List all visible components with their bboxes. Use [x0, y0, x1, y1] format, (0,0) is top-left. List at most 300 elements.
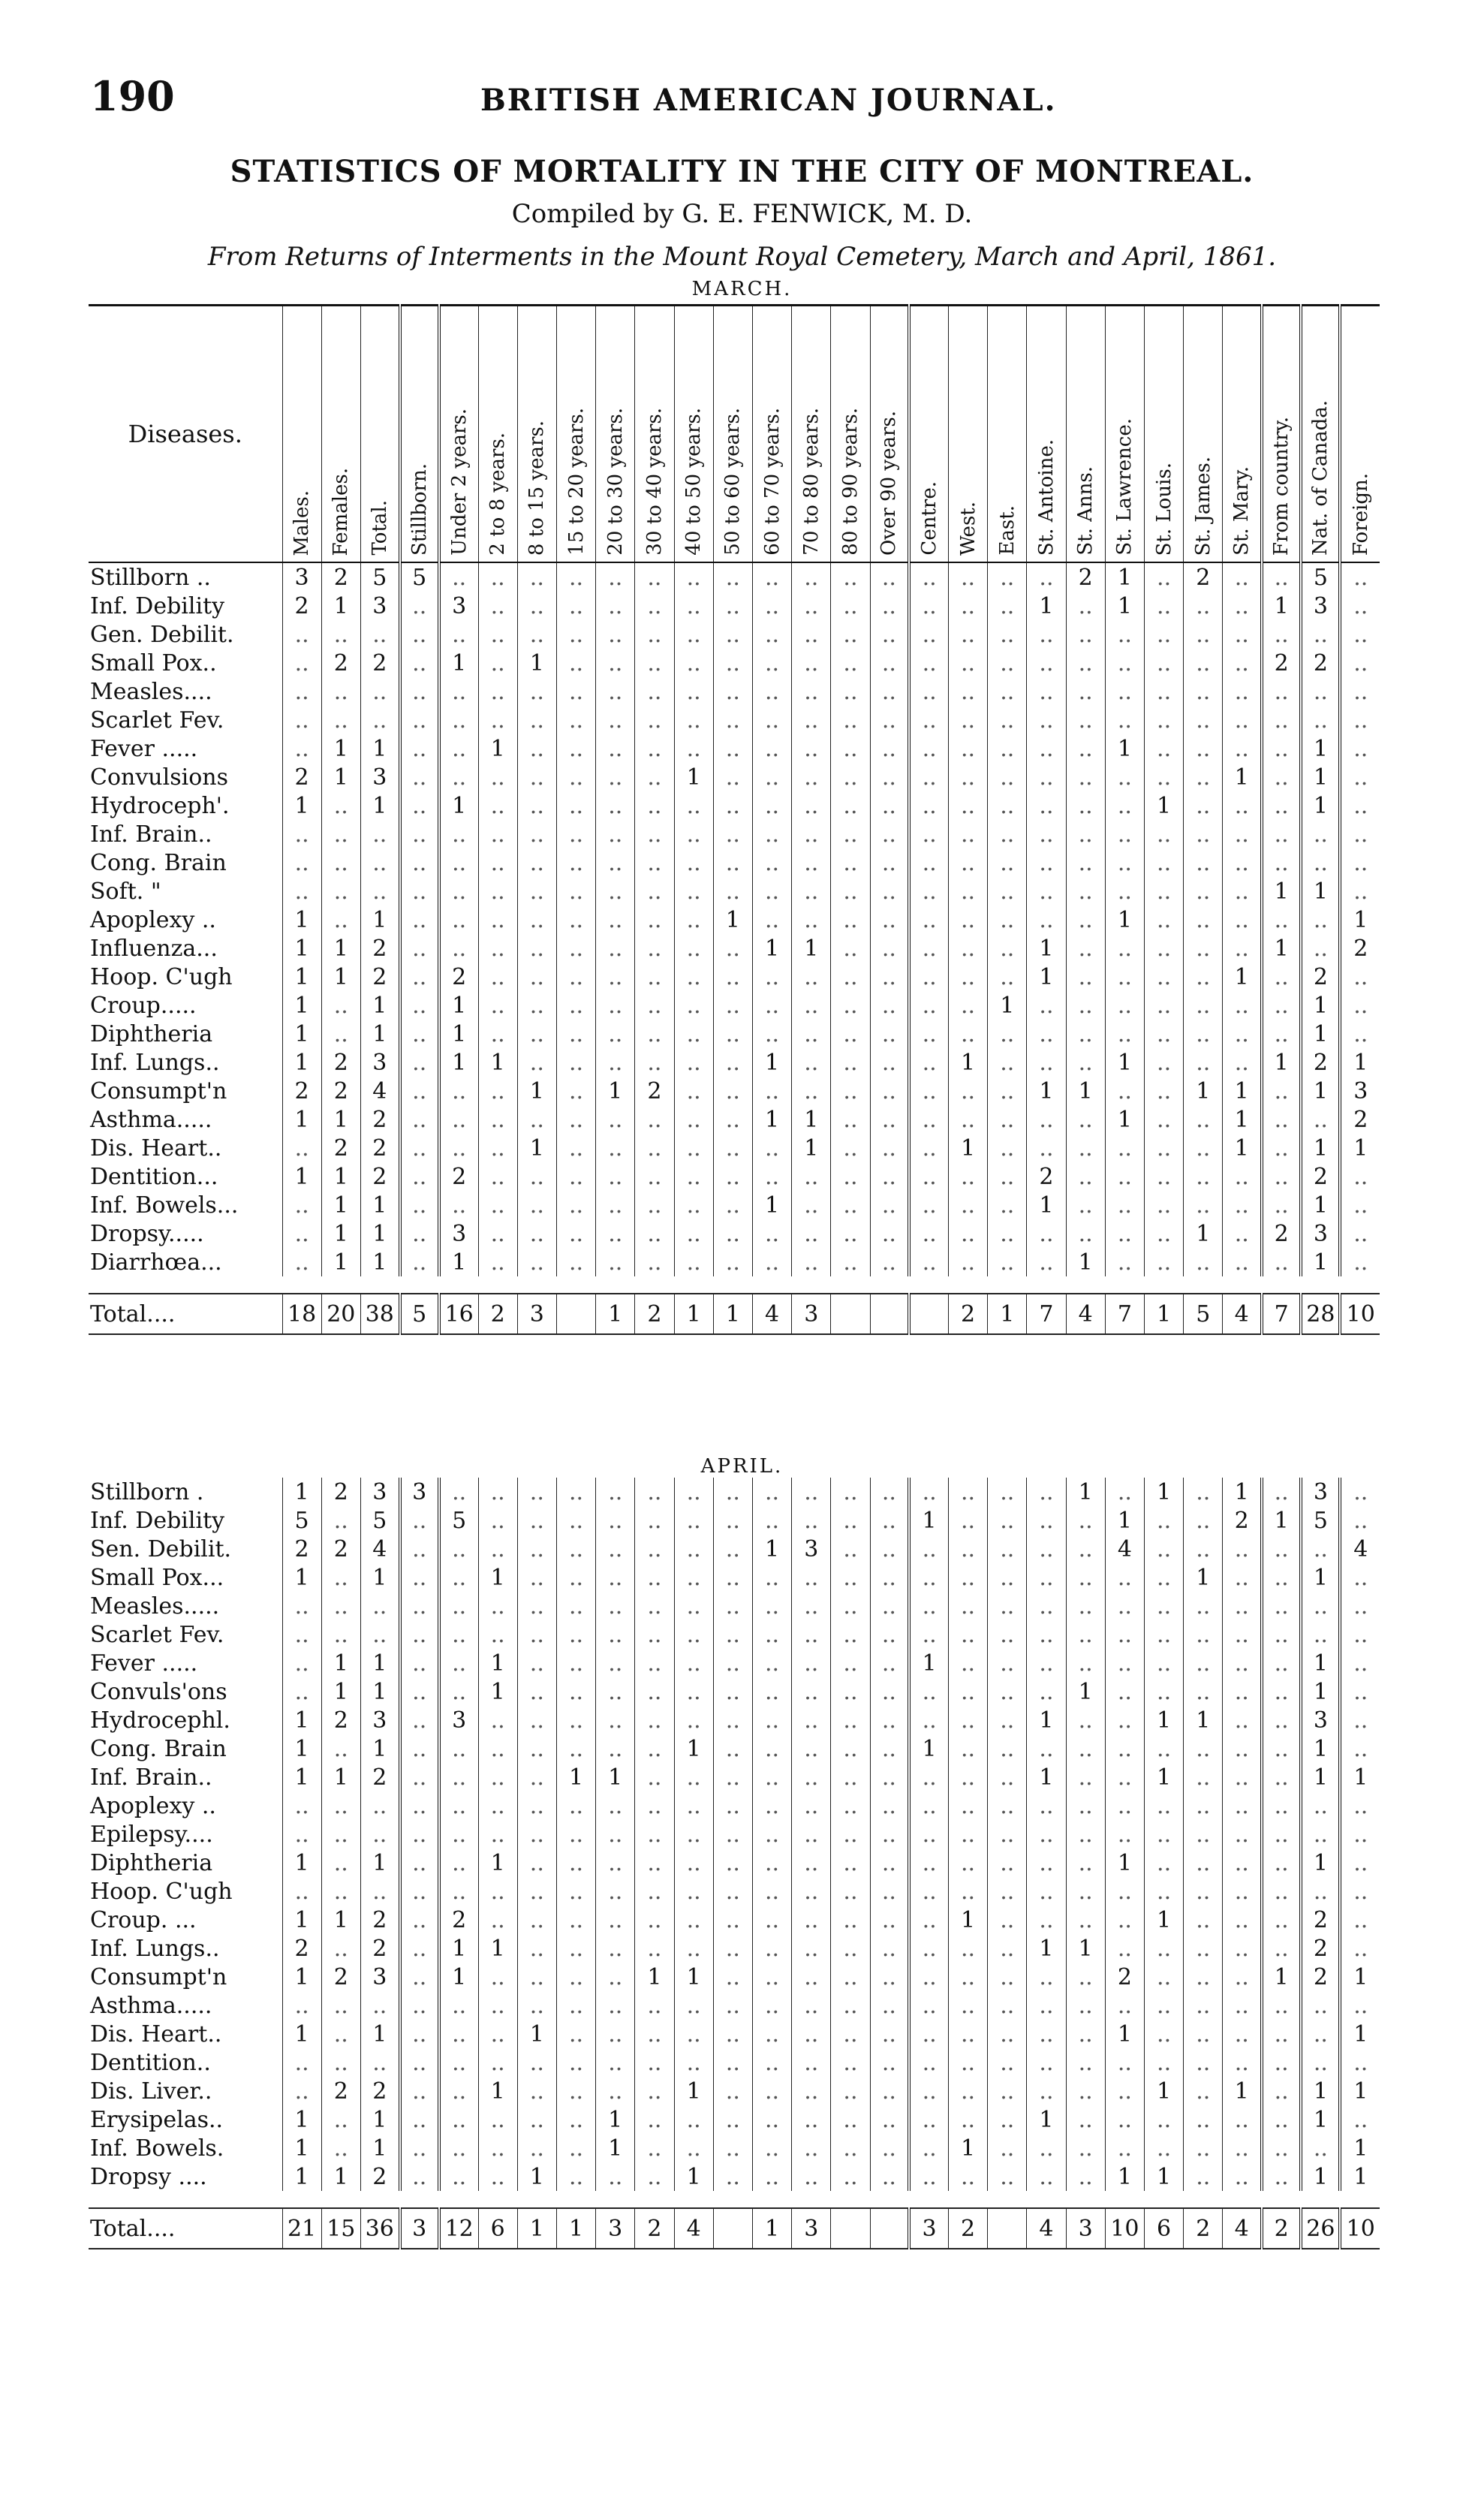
- table-cell: ..: [1262, 1191, 1301, 1219]
- table-cell: ..: [792, 1849, 831, 1877]
- table-cell: ..: [909, 2048, 948, 2077]
- table-cell: ..: [792, 848, 831, 877]
- table-cell: 2: [1301, 1048, 1340, 1077]
- table-cell: ..: [556, 991, 595, 1020]
- table-cell: ..: [1340, 2105, 1380, 2134]
- table-cell: 3: [439, 1219, 478, 1248]
- table-cell: 2: [1223, 1506, 1262, 1535]
- table-cell: ..: [1223, 1991, 1262, 2020]
- table-cell: ..: [321, 1991, 360, 2020]
- table-cell: ..: [948, 1506, 987, 1535]
- table-cell: ..: [596, 1105, 635, 1134]
- table-cell: ..: [321, 1506, 360, 1535]
- table-cell: ..: [831, 2020, 870, 2048]
- table-cell: ..: [988, 1649, 1027, 1677]
- table-cell: ..: [596, 1020, 635, 1048]
- table-row: [89, 1191, 1380, 1219]
- table-cell: 1: [439, 791, 478, 820]
- table-cell: ..: [831, 1877, 870, 1906]
- table-cell: ..: [517, 2105, 556, 2134]
- table-cell: 1: [1301, 734, 1340, 763]
- column-header: [1223, 306, 1262, 563]
- table-cell: ..: [988, 763, 1027, 791]
- table-cell: ..: [321, 1849, 360, 1877]
- table-cell: ..: [909, 1535, 948, 1563]
- compiled-by: Compiled by G. E. FENWICK, M. D.: [511, 199, 973, 229]
- table-cell: ..: [1105, 1763, 1144, 1791]
- table-cell: 3: [792, 1535, 831, 1563]
- table-cell: ..: [870, 1592, 909, 1620]
- total-cell: [870, 2208, 909, 2249]
- table-cell: ..: [792, 1219, 831, 1248]
- total-label: Total....: [89, 2208, 282, 2249]
- table-cell: 1: [1340, 2077, 1380, 2105]
- table-cell: ..: [988, 1934, 1027, 1963]
- table-row: [89, 592, 1380, 620]
- table-cell: ..: [1184, 706, 1223, 734]
- table-cell: ..: [596, 820, 635, 848]
- table-cell: ..: [792, 592, 831, 620]
- table-cell: ..: [909, 1849, 948, 1877]
- table-cell: ..: [674, 1048, 713, 1077]
- table-cell: ..: [1027, 1849, 1066, 1877]
- table-cell: ..: [870, 2077, 909, 2105]
- table-cell: 1: [1301, 2162, 1340, 2191]
- table-cell: ..: [831, 2134, 870, 2162]
- table-cell: ..: [517, 1763, 556, 1791]
- table-cell: ..: [870, 1506, 909, 1535]
- table-cell: 1: [360, 1734, 399, 1763]
- table-cell: ..: [596, 562, 635, 592]
- table-cell: ..: [792, 1191, 831, 1219]
- table-cell: ..: [517, 1877, 556, 1906]
- table-cell: ..: [360, 706, 399, 734]
- table-cell: ..: [752, 1134, 791, 1162]
- table-cell: 1: [1027, 1191, 1066, 1219]
- table-cell: ..: [831, 734, 870, 763]
- table-cell: 1: [1301, 1763, 1340, 1791]
- table-cell: ..: [400, 706, 439, 734]
- table-cell: ..: [1144, 1649, 1183, 1677]
- table-row: [89, 1020, 1380, 1048]
- table-cell: ..: [400, 763, 439, 791]
- table-cell: ..: [870, 592, 909, 620]
- table-cell: ..: [1027, 1048, 1066, 1077]
- table-cell: 2: [439, 963, 478, 991]
- table-cell: ..: [713, 2048, 752, 2077]
- table-cell: ..: [556, 877, 595, 905]
- table-cell: ..: [1262, 1248, 1301, 1276]
- table-cell: ..: [1223, 1734, 1262, 1763]
- table-cell: ..: [674, 1820, 713, 1849]
- table-cell: ..: [831, 1791, 870, 1820]
- table-cell: ..: [792, 991, 831, 1020]
- disease-name: Hoop. C'ugh: [90, 1878, 233, 1905]
- table-cell: ..: [400, 1219, 439, 1248]
- table-cell: ..: [321, 620, 360, 649]
- table-cell: 2: [1301, 1934, 1340, 1963]
- table-cell: ..: [400, 2020, 439, 2048]
- table-cell: ..: [478, 763, 517, 791]
- table-cell: ..: [713, 1077, 752, 1105]
- table-cell: ..: [1301, 1791, 1340, 1820]
- table-cell: ..: [713, 820, 752, 848]
- disease-name: Scarlet Fev.: [90, 707, 224, 734]
- table-cell: ..: [1223, 592, 1262, 620]
- table-cell: ..: [1027, 1991, 1066, 2020]
- table-cell: 1: [1301, 1020, 1340, 1048]
- table-cell: ..: [282, 2077, 321, 2105]
- table-cell: ..: [713, 677, 752, 706]
- table-cell: ..: [596, 1592, 635, 1620]
- table-cell: ..: [360, 848, 399, 877]
- table-cell: ..: [596, 1677, 635, 1706]
- table-cell: 3: [360, 592, 399, 620]
- table-cell: ..: [1184, 1677, 1223, 1706]
- table-row: [89, 649, 1380, 677]
- table-cell: ..: [517, 1734, 556, 1763]
- table-cell: ..: [1223, 2105, 1262, 2134]
- table-cell: ..: [792, 1906, 831, 1934]
- table-cell: ..: [674, 1791, 713, 1820]
- table-cell: ..: [988, 1677, 1027, 1706]
- disease-name: Dentition..: [90, 2049, 211, 2076]
- table-cell: ..: [321, 2020, 360, 2048]
- table-cell: ..: [870, 1677, 909, 1706]
- table-cell: ..: [909, 1248, 948, 1276]
- table-cell: ..: [831, 877, 870, 905]
- table-cell: ..: [1340, 1219, 1380, 1248]
- table-cell: ..: [909, 1620, 948, 1649]
- table-cell: ..: [1066, 2162, 1105, 2191]
- table-cell: ..: [831, 1077, 870, 1105]
- table-cell: ..: [831, 2077, 870, 2105]
- total-cell: 10: [1105, 2208, 1144, 2249]
- table-cell: ..: [831, 1478, 870, 1506]
- table-cell: ..: [1027, 1906, 1066, 1934]
- table-cell: 1: [1105, 734, 1144, 763]
- table-cell: ..: [1105, 791, 1144, 820]
- table-cell: 1: [1066, 1677, 1105, 1706]
- table-cell: ..: [1301, 677, 1340, 706]
- table-cell: ..: [988, 1506, 1027, 1535]
- table-cell: ..: [948, 1963, 987, 1991]
- table-cell: 1: [282, 934, 321, 963]
- table-cell: ..: [478, 1248, 517, 1276]
- table-row: [89, 991, 1380, 1020]
- table-cell: ..: [1301, 1592, 1340, 1620]
- table-cell: ..: [792, 734, 831, 763]
- table-cell: ..: [1027, 2020, 1066, 2048]
- column-header-label: Foreign.: [1349, 472, 1372, 556]
- table-cell: 3: [1301, 592, 1340, 620]
- table-cell: 1: [282, 2162, 321, 2191]
- table-cell: ..: [596, 1906, 635, 1934]
- table-cell: ..: [792, 1934, 831, 1963]
- table-cell: ..: [478, 562, 517, 592]
- table-cell: 1: [1301, 791, 1340, 820]
- table-cell: ..: [988, 1620, 1027, 1649]
- table-cell: ..: [713, 963, 752, 991]
- table-cell: 1: [1340, 1963, 1380, 1991]
- column-header-label: Stillborn.: [408, 463, 431, 556]
- total-cell: [870, 1294, 909, 1334]
- table-cell: ..: [1340, 734, 1380, 763]
- table-cell: ..: [517, 1478, 556, 1506]
- total-cell: [831, 1294, 870, 1334]
- table-cell: ..: [988, 820, 1027, 848]
- table-cell: ..: [988, 1535, 1027, 1563]
- table-cell: 5: [1301, 1506, 1340, 1535]
- table-row: [89, 848, 1380, 877]
- table-cell: ..: [1144, 1048, 1183, 1077]
- table-cell: ..: [792, 1077, 831, 1105]
- table-cell: ..: [360, 2048, 399, 2077]
- table-cell: ..: [1340, 1934, 1380, 1963]
- table-cell: ..: [1184, 1134, 1223, 1162]
- table-cell: ..: [1105, 1677, 1144, 1706]
- table-cell: 1: [360, 1219, 399, 1248]
- table-cell: 1: [282, 1048, 321, 1077]
- table-cell: ..: [1105, 1991, 1144, 2020]
- table-cell: ..: [556, 734, 595, 763]
- table-cell: ..: [596, 877, 635, 905]
- table-cell: ..: [1184, 1791, 1223, 1820]
- table-cell: ..: [792, 763, 831, 791]
- table-cell: ..: [439, 905, 478, 934]
- table-cell: ..: [1105, 1820, 1144, 1849]
- table-cell: ..: [1340, 677, 1380, 706]
- table-cell: ..: [870, 963, 909, 991]
- table-cell: ..: [909, 1906, 948, 1934]
- table-cell: ..: [517, 1849, 556, 1877]
- table-cell: 4: [360, 1077, 399, 1105]
- table-cell: ..: [360, 1620, 399, 1649]
- table-cell: ..: [713, 649, 752, 677]
- table-cell: ..: [517, 2134, 556, 2162]
- column-header-label: 20 to 30 years.: [604, 408, 627, 556]
- table-cell: ..: [596, 1248, 635, 1276]
- table-cell: ..: [1223, 991, 1262, 1020]
- table-cell: ..: [517, 1563, 556, 1592]
- table-cell: ..: [596, 963, 635, 991]
- table-cell: 1: [1301, 1649, 1340, 1677]
- table-cell: ..: [478, 905, 517, 934]
- table-cell: ..: [752, 2162, 791, 2191]
- table-cell: ..: [400, 1592, 439, 1620]
- table-cell: ..: [1262, 1020, 1301, 1048]
- table-cell: ..: [400, 1649, 439, 1677]
- table-cell: ..: [1262, 791, 1301, 820]
- table-cell: ..: [988, 2134, 1027, 2162]
- table-cell: 1: [360, 1020, 399, 1048]
- table-cell: ..: [556, 562, 595, 592]
- table-cell: ..: [635, 1734, 674, 1763]
- table-cell: ..: [1184, 1478, 1223, 1506]
- table-cell: ..: [321, 1620, 360, 1649]
- table-cell: ..: [752, 877, 791, 905]
- table-cell: 2: [1262, 1219, 1301, 1248]
- table-cell: ..: [909, 1934, 948, 1963]
- table-cell: ..: [1184, 1734, 1223, 1763]
- table-cell: ..: [400, 1991, 439, 2020]
- table-cell: ..: [1027, 1649, 1066, 1677]
- table-cell: ..: [674, 649, 713, 677]
- table-cell: ..: [596, 1734, 635, 1763]
- table-cell: ..: [1184, 1649, 1223, 1677]
- table-cell: ..: [674, 1020, 713, 1048]
- column-header: [1144, 306, 1183, 563]
- column-header-label: Males.: [290, 490, 314, 556]
- table-cell: ..: [674, 1162, 713, 1191]
- table-cell: ..: [831, 963, 870, 991]
- table-cell: ..: [1105, 2134, 1144, 2162]
- table-cell: ..: [1144, 1991, 1183, 2020]
- disease-name: Dropsy.....: [90, 1220, 204, 1247]
- table-cell: ..: [1144, 963, 1183, 991]
- table-cell: ..: [1066, 1763, 1105, 1791]
- table-cell: ..: [517, 1592, 556, 1620]
- table-cell: ..: [752, 706, 791, 734]
- table-cell: ..: [752, 848, 791, 877]
- table-cell: ..: [1144, 1162, 1183, 1191]
- disease-name: Inf. Brain..: [90, 1764, 212, 1791]
- table-cell: ..: [1066, 1620, 1105, 1649]
- table-row: [89, 1077, 1380, 1105]
- table-cell: 1: [1027, 1934, 1066, 1963]
- table-cell: 3: [282, 562, 321, 592]
- table-cell: 1: [596, 1763, 635, 1791]
- table-cell: ..: [556, 1877, 595, 1906]
- table-row: [89, 1248, 1380, 1276]
- table-cell: ..: [1105, 877, 1144, 905]
- table-cell: ..: [1105, 934, 1144, 963]
- table-cell: ..: [517, 1191, 556, 1219]
- table-cell: ..: [635, 1649, 674, 1677]
- table-cell: ..: [948, 1649, 987, 1677]
- table-cell: ..: [870, 1563, 909, 1592]
- disease-name: Asthma.....: [90, 1992, 212, 2019]
- table-cell: ..: [1184, 1162, 1223, 1191]
- table-cell: ..: [948, 1592, 987, 1620]
- table-cell: ..: [988, 1048, 1027, 1077]
- column-header-label: St. Anns.: [1074, 466, 1097, 556]
- table-cell: ..: [478, 592, 517, 620]
- table-cell: 1: [1027, 963, 1066, 991]
- total-cell: 3: [792, 2208, 831, 2249]
- table-cell: ..: [556, 1048, 595, 1077]
- table-cell: ..: [1340, 1620, 1380, 1649]
- table-cell: ..: [1301, 706, 1340, 734]
- table-cell: 1: [439, 649, 478, 677]
- page-title: STATISTICS OF MORTALITY IN THE CITY OF MONTREAL.: [230, 154, 1254, 189]
- table-cell: ..: [1262, 1877, 1301, 1906]
- table-cell: 1: [1340, 2162, 1380, 2191]
- table-cell: 1: [439, 1963, 478, 1991]
- table-cell: ..: [517, 2077, 556, 2105]
- table-cell: ..: [792, 1791, 831, 1820]
- table-cell: ..: [1066, 934, 1105, 963]
- table-cell: ..: [321, 706, 360, 734]
- table-cell: ..: [1066, 2134, 1105, 2162]
- table-cell: ..: [831, 677, 870, 706]
- table-cell: 1: [478, 2077, 517, 2105]
- table-cell: ..: [1340, 649, 1380, 677]
- table-cell: ..: [752, 1478, 791, 1506]
- table-cell: ..: [1262, 706, 1301, 734]
- table-cell: ..: [792, 1048, 831, 1077]
- table-cell: 2: [321, 2077, 360, 2105]
- table-cell: ..: [596, 763, 635, 791]
- table-cell: 4: [1340, 1535, 1380, 1563]
- table-cell: 1: [1223, 763, 1262, 791]
- table-cell: 5: [1301, 562, 1340, 592]
- table-cell: ..: [674, 934, 713, 963]
- table-cell: 1: [282, 963, 321, 991]
- total-cell: 12: [439, 2208, 478, 2249]
- table-cell: 1: [282, 1478, 321, 1506]
- table-cell: ..: [635, 706, 674, 734]
- table-cell: ..: [478, 2020, 517, 2048]
- table-cell: ..: [870, 877, 909, 905]
- table-cell: ..: [478, 1820, 517, 1849]
- column-header: [948, 306, 987, 563]
- table-cell: ..: [948, 1191, 987, 1219]
- table-cell: ..: [948, 2020, 987, 2048]
- table-cell: ..: [1223, 1020, 1262, 1048]
- table-cell: ..: [282, 1191, 321, 1219]
- table-cell: ..: [517, 820, 556, 848]
- table-cell: ..: [1144, 1820, 1183, 1849]
- table-cell: ..: [752, 1162, 791, 1191]
- table-cell: ..: [831, 2105, 870, 2134]
- table-cell: ..: [1144, 1219, 1183, 1248]
- table-cell: ..: [752, 1849, 791, 1877]
- table-cell: ..: [1027, 1620, 1066, 1649]
- column-header: [870, 306, 909, 563]
- table-cell: ..: [596, 706, 635, 734]
- table-cell: ..: [1027, 991, 1066, 1020]
- table-cell: 2: [1262, 649, 1301, 677]
- table-cell: 1: [282, 2105, 321, 2134]
- table-cell: 2: [360, 1134, 399, 1162]
- table-cell: 4: [1105, 1535, 1144, 1563]
- table-cell: ..: [517, 1535, 556, 1563]
- total-cell: 20: [321, 1294, 360, 1334]
- table-cell: ..: [478, 1906, 517, 1934]
- table-cell: ..: [831, 1849, 870, 1877]
- table-cell: ..: [948, 734, 987, 763]
- table-cell: ..: [674, 1934, 713, 1963]
- table-cell: ..: [282, 649, 321, 677]
- table-cell: ..: [674, 1706, 713, 1734]
- table-cell: ..: [556, 1191, 595, 1219]
- total-cell: 4: [1066, 1294, 1105, 1334]
- table-cell: ..: [1144, 934, 1183, 963]
- table-cell: 1: [1105, 1506, 1144, 1535]
- table-cell: ..: [870, 1105, 909, 1134]
- table-cell: ..: [1340, 2048, 1380, 2077]
- table-cell: 1: [1262, 1963, 1301, 1991]
- table-cell: ..: [1144, 1020, 1183, 1048]
- disease-name: Stillborn .: [90, 1478, 204, 1505]
- column-header-label: Nat. of Canada.: [1309, 400, 1332, 556]
- table-cell: ..: [831, 1219, 870, 1248]
- table-cell: ..: [674, 1506, 713, 1535]
- disease-name: Inf. Brain..: [90, 821, 212, 848]
- table-cell: ..: [478, 1535, 517, 1563]
- table-cell: ..: [1144, 905, 1183, 934]
